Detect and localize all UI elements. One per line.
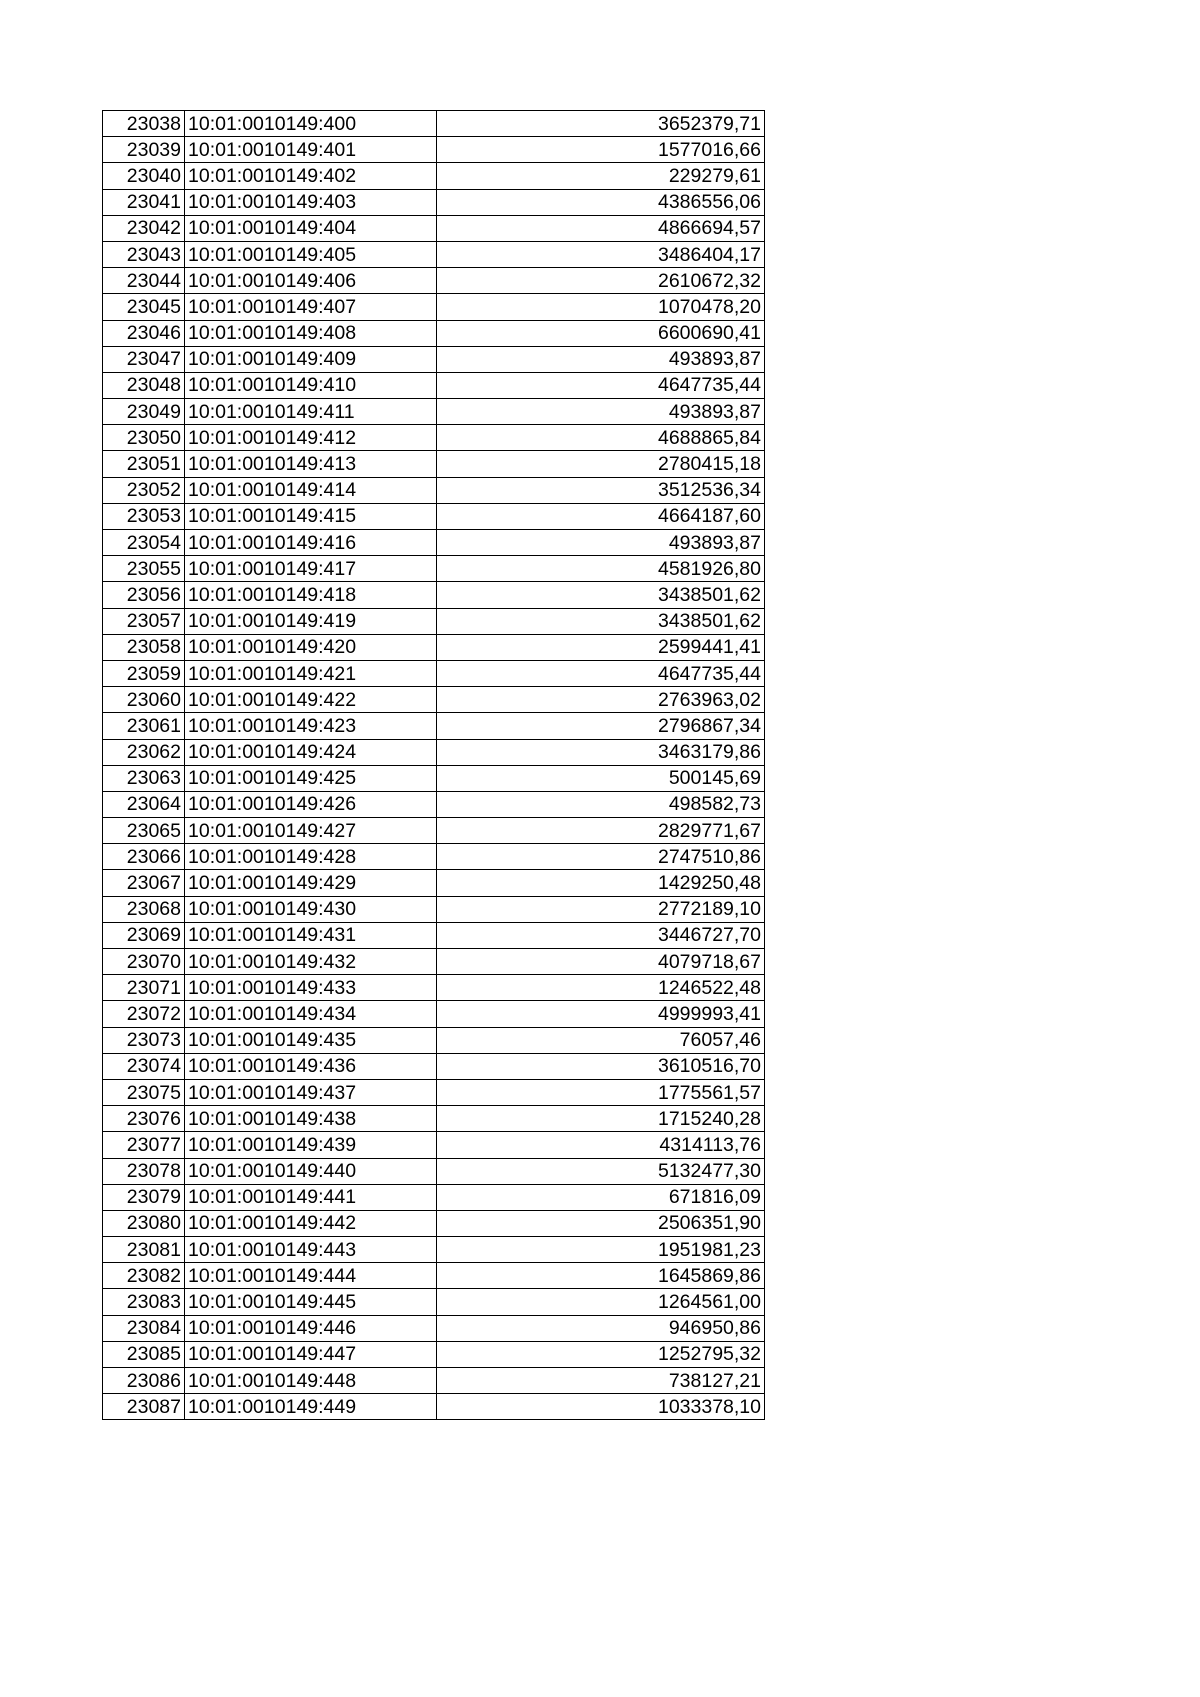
value-cell: 1775561,57: [437, 1079, 765, 1105]
row-number-cell: 23043: [103, 241, 185, 267]
row-number-cell: 23074: [103, 1053, 185, 1079]
value-cell: 5132477,30: [437, 1158, 765, 1184]
cadastral-number-cell: 10:01:0010149:445: [185, 1289, 437, 1315]
table-row: [103, 451, 765, 477]
table-row: [103, 975, 765, 1001]
cadastral-number-cell: 10:01:0010149:401: [185, 137, 437, 163]
cadastral-number-cell: 10:01:0010149:402: [185, 163, 437, 189]
cadastral-number-cell: 10:01:0010149:430: [185, 896, 437, 922]
cadastral-number-cell: 10:01:0010149:443: [185, 1237, 437, 1263]
cadastral-number-cell: 10:01:0010149:400: [185, 111, 437, 137]
table-row: [103, 634, 765, 660]
value-cell: 4581926,80: [437, 556, 765, 582]
cadastral-number-cell: 10:01:0010149:409: [185, 346, 437, 372]
value-cell: 2599441,41: [437, 634, 765, 660]
value-cell: 1264561,00: [437, 1289, 765, 1315]
table-row: [103, 896, 765, 922]
row-number-cell: 23051: [103, 451, 185, 477]
value-cell: 2747510,86: [437, 844, 765, 870]
row-number-cell: 23048: [103, 372, 185, 398]
value-cell: 3486404,17: [437, 241, 765, 267]
value-cell: 3463179,86: [437, 739, 765, 765]
value-cell: 76057,46: [437, 1027, 765, 1053]
table-row: [103, 1289, 765, 1315]
row-number-cell: 23068: [103, 896, 185, 922]
value-cell: 1070478,20: [437, 294, 765, 320]
table-row: [103, 1315, 765, 1341]
row-number-cell: 23077: [103, 1132, 185, 1158]
value-cell: 1429250,48: [437, 870, 765, 896]
row-number-cell: 23038: [103, 111, 185, 137]
value-cell: 1246522,48: [437, 975, 765, 1001]
row-number-cell: 23045: [103, 294, 185, 320]
value-cell: 4647735,44: [437, 372, 765, 398]
row-number-cell: 23039: [103, 137, 185, 163]
row-number-cell: 23060: [103, 687, 185, 713]
table-row: [103, 1027, 765, 1053]
table-row: [103, 111, 765, 137]
row-number-cell: 23057: [103, 608, 185, 634]
cadastral-number-cell: 10:01:0010149:422: [185, 687, 437, 713]
table-row: [103, 241, 765, 267]
cadastral-number-cell: 10:01:0010149:410: [185, 372, 437, 398]
cadastral-number-cell: 10:01:0010149:408: [185, 320, 437, 346]
value-cell: 4866694,57: [437, 215, 765, 241]
value-cell: 500145,69: [437, 765, 765, 791]
cadastral-number-cell: 10:01:0010149:414: [185, 477, 437, 503]
cadastral-number-cell: 10:01:0010149:411: [185, 399, 437, 425]
row-number-cell: 23062: [103, 739, 185, 765]
row-number-cell: 23040: [103, 163, 185, 189]
value-cell: 946950,86: [437, 1315, 765, 1341]
table-row: [103, 530, 765, 556]
table-row: [103, 503, 765, 529]
table-row: [103, 1158, 765, 1184]
value-cell: 493893,87: [437, 530, 765, 556]
value-cell: 3652379,71: [437, 111, 765, 137]
cadastral-number-cell: 10:01:0010149:444: [185, 1263, 437, 1289]
cadastral-number-cell: 10:01:0010149:433: [185, 975, 437, 1001]
value-cell: 229279,61: [437, 163, 765, 189]
cadastral-number-cell: 10:01:0010149:438: [185, 1106, 437, 1132]
table-row: [103, 1210, 765, 1236]
cadastral-number-cell: 10:01:0010149:423: [185, 713, 437, 739]
row-number-cell: 23083: [103, 1289, 185, 1315]
value-cell: 4314113,76: [437, 1132, 765, 1158]
value-cell: 4079718,67: [437, 949, 765, 975]
cadastral-number-cell: 10:01:0010149:429: [185, 870, 437, 896]
row-number-cell: 23056: [103, 582, 185, 608]
value-cell: 2610672,32: [437, 268, 765, 294]
cadastral-number-cell: 10:01:0010149:446: [185, 1315, 437, 1341]
value-cell: 2763963,02: [437, 687, 765, 713]
value-cell: 2829771,67: [437, 818, 765, 844]
cadastral-number-cell: 10:01:0010149:428: [185, 844, 437, 870]
table-row: [103, 739, 765, 765]
cadastral-number-cell: 10:01:0010149:441: [185, 1184, 437, 1210]
table-row: [103, 1237, 765, 1263]
table-row: [103, 268, 765, 294]
table-row: [103, 1263, 765, 1289]
cadastral-number-cell: 10:01:0010149:431: [185, 922, 437, 948]
value-cell: 493893,87: [437, 346, 765, 372]
row-number-cell: 23061: [103, 713, 185, 739]
table-row: [103, 477, 765, 503]
row-number-cell: 23053: [103, 503, 185, 529]
value-cell: 3446727,70: [437, 922, 765, 948]
value-cell: 2772189,10: [437, 896, 765, 922]
table-row: [103, 1079, 765, 1105]
table-row: [103, 399, 765, 425]
cadastral-number-cell: 10:01:0010149:403: [185, 189, 437, 215]
table-row: [103, 294, 765, 320]
value-cell: 2780415,18: [437, 451, 765, 477]
table-row: [103, 425, 765, 451]
row-number-cell: 23078: [103, 1158, 185, 1184]
row-number-cell: 23075: [103, 1079, 185, 1105]
table-row: [103, 687, 765, 713]
cadastral-number-cell: 10:01:0010149:413: [185, 451, 437, 477]
table-row: [103, 791, 765, 817]
table-row: [103, 163, 765, 189]
value-cell: 1577016,66: [437, 137, 765, 163]
row-number-cell: 23084: [103, 1315, 185, 1341]
row-number-cell: 23070: [103, 949, 185, 975]
value-cell: 3438501,62: [437, 582, 765, 608]
row-number-cell: 23079: [103, 1184, 185, 1210]
row-number-cell: 23072: [103, 1001, 185, 1027]
table-row: [103, 608, 765, 634]
value-cell: 4999993,41: [437, 1001, 765, 1027]
table-row: [103, 1053, 765, 1079]
cadastral-number-cell: 10:01:0010149:419: [185, 608, 437, 634]
row-number-cell: 23073: [103, 1027, 185, 1053]
row-number-cell: 23059: [103, 660, 185, 686]
value-cell: 4647735,44: [437, 660, 765, 686]
row-number-cell: 23055: [103, 556, 185, 582]
row-number-cell: 23087: [103, 1394, 185, 1420]
cadastral-number-cell: 10:01:0010149:425: [185, 765, 437, 791]
value-cell: 3512536,34: [437, 477, 765, 503]
value-cell: 6600690,41: [437, 320, 765, 346]
table-row: [103, 949, 765, 975]
table-row: [103, 582, 765, 608]
row-number-cell: 23081: [103, 1237, 185, 1263]
table-row: [103, 215, 765, 241]
table-row: [103, 870, 765, 896]
cadastral-number-cell: 10:01:0010149:448: [185, 1368, 437, 1394]
table-row: [103, 189, 765, 215]
cadastral-number-cell: 10:01:0010149:421: [185, 660, 437, 686]
row-number-cell: 23065: [103, 818, 185, 844]
cadastral-value-table: [102, 110, 765, 1420]
table-row: [103, 346, 765, 372]
cadastral-number-cell: 10:01:0010149:418: [185, 582, 437, 608]
value-cell: 498582,73: [437, 791, 765, 817]
cadastral-number-cell: 10:01:0010149:404: [185, 215, 437, 241]
value-cell: 738127,21: [437, 1368, 765, 1394]
cadastral-number-cell: 10:01:0010149:432: [185, 949, 437, 975]
row-number-cell: 23044: [103, 268, 185, 294]
cadastral-number-cell: 10:01:0010149:420: [185, 634, 437, 660]
row-number-cell: 23052: [103, 477, 185, 503]
cadastral-number-cell: 10:01:0010149:415: [185, 503, 437, 529]
value-cell: 1715240,28: [437, 1106, 765, 1132]
cadastral-number-cell: 10:01:0010149:437: [185, 1079, 437, 1105]
row-number-cell: 23064: [103, 791, 185, 817]
row-number-cell: 23085: [103, 1341, 185, 1367]
cadastral-number-cell: 10:01:0010149:412: [185, 425, 437, 451]
table-row: [103, 1184, 765, 1210]
value-cell: 4664187,60: [437, 503, 765, 529]
cadastral-number-cell: 10:01:0010149:434: [185, 1001, 437, 1027]
row-number-cell: 23042: [103, 215, 185, 241]
table-row: [103, 1001, 765, 1027]
row-number-cell: 23050: [103, 425, 185, 451]
row-number-cell: 23041: [103, 189, 185, 215]
cadastral-number-cell: 10:01:0010149:447: [185, 1341, 437, 1367]
row-number-cell: 23082: [103, 1263, 185, 1289]
value-cell: 671816,09: [437, 1184, 765, 1210]
table-row: [103, 137, 765, 163]
row-number-cell: 23047: [103, 346, 185, 372]
value-cell: 1951981,23: [437, 1237, 765, 1263]
table-row: [103, 1394, 765, 1420]
table-row: [103, 1368, 765, 1394]
row-number-cell: 23066: [103, 844, 185, 870]
cadastral-number-cell: 10:01:0010149:427: [185, 818, 437, 844]
table-row: [103, 765, 765, 791]
table-row: [103, 844, 765, 870]
table-row: [103, 1341, 765, 1367]
table-row: [103, 372, 765, 398]
table-row: [103, 1106, 765, 1132]
row-number-cell: 23069: [103, 922, 185, 948]
value-cell: 3438501,62: [437, 608, 765, 634]
cadastral-number-cell: 10:01:0010149:442: [185, 1210, 437, 1236]
table-body: [103, 111, 765, 1420]
table-row: [103, 556, 765, 582]
row-number-cell: 23076: [103, 1106, 185, 1132]
value-cell: 4386556,06: [437, 189, 765, 215]
table-row: [103, 922, 765, 948]
cadastral-number-cell: 10:01:0010149:424: [185, 739, 437, 765]
cadastral-number-cell: 10:01:0010149:417: [185, 556, 437, 582]
cadastral-number-cell: 10:01:0010149:436: [185, 1053, 437, 1079]
cadastral-number-cell: 10:01:0010149:405: [185, 241, 437, 267]
value-cell: 4688865,84: [437, 425, 765, 451]
value-cell: 493893,87: [437, 399, 765, 425]
value-cell: 3610516,70: [437, 1053, 765, 1079]
cadastral-number-cell: 10:01:0010149:439: [185, 1132, 437, 1158]
cadastral-number-cell: 10:01:0010149:416: [185, 530, 437, 556]
cadastral-number-cell: 10:01:0010149:407: [185, 294, 437, 320]
cadastral-number-cell: 10:01:0010149:440: [185, 1158, 437, 1184]
row-number-cell: 23054: [103, 530, 185, 556]
row-number-cell: 23063: [103, 765, 185, 791]
value-cell: 2506351,90: [437, 1210, 765, 1236]
value-cell: 1645869,86: [437, 1263, 765, 1289]
row-number-cell: 23086: [103, 1368, 185, 1394]
cadastral-number-cell: 10:01:0010149:435: [185, 1027, 437, 1053]
value-cell: 2796867,34: [437, 713, 765, 739]
row-number-cell: 23046: [103, 320, 185, 346]
value-cell: 1252795,32: [437, 1341, 765, 1367]
table-row: [103, 713, 765, 739]
row-number-cell: 23071: [103, 975, 185, 1001]
row-number-cell: 23058: [103, 634, 185, 660]
table-row: [103, 1132, 765, 1158]
table-row: [103, 818, 765, 844]
row-number-cell: 23049: [103, 399, 185, 425]
value-cell: 1033378,10: [437, 1394, 765, 1420]
cadastral-number-cell: 10:01:0010149:449: [185, 1394, 437, 1420]
table-row: [103, 660, 765, 686]
row-number-cell: 23067: [103, 870, 185, 896]
cadastral-number-cell: 10:01:0010149:426: [185, 791, 437, 817]
cadastral-number-cell: 10:01:0010149:406: [185, 268, 437, 294]
table-row: [103, 320, 765, 346]
row-number-cell: 23080: [103, 1210, 185, 1236]
